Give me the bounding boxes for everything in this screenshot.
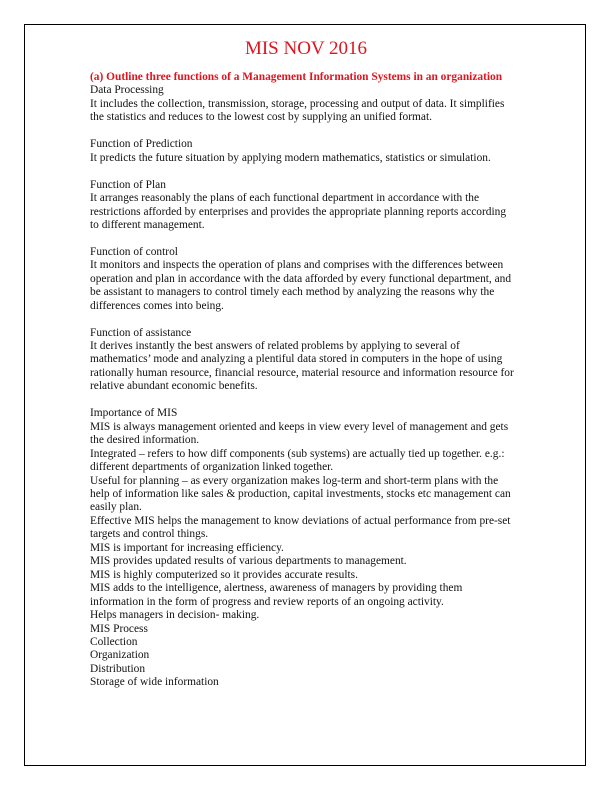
section-heading: Function of control [90,245,178,258]
paragraph-line: rationally human resource, financial resource, material resource and information resource for [90,366,514,379]
spacer [90,125,550,138]
paragraph-line: It derives instantly the best answers of related problems by applying to several of [90,340,460,352]
spacer [90,232,550,245]
paragraph-line: relative abundant economic benefits. [90,380,258,393]
paragraph-line: Effective MIS helps the management to know deviations of actual performance from pre-set [90,514,511,527]
paragraph-line: the desired information. [90,434,200,447]
section-data-processing [90,84,550,124]
paragraph-line: information in the form of progress and review reports of an ongoing activity. [90,595,444,608]
paragraph-line: to different management. [90,218,205,231]
paragraph-line: It predicts the future situation by applying modern mathematics, statistics or simulation. [90,151,491,164]
process-step: Storage of wide information [90,676,219,689]
paragraph-line: MIS provides updated results of various departments to management. [90,555,407,568]
paragraph-line: targets and control things. [90,528,209,541]
paragraph-line: Integrated – refers to how diff components (sub systems) are actually tied up together. e.g.: [90,447,505,460]
section-control [90,246,550,313]
section-heading: Function of Plan [90,178,166,191]
paragraph-line: restrictions afforded by enterprises and provides the appropriate planning reports according [90,205,507,218]
paragraph-line: different departments of organization linked together. [90,461,334,474]
paragraph-line: the statistics and reduces to the lowest cost by supplying an unified format. [90,111,432,124]
paragraph-line: easily plan. [90,501,142,514]
document-body [90,71,550,690]
paragraph-line: operation and plan in accordance with the data afforded by every functional department, and [90,272,512,285]
paragraph-line: differences comes into being. [90,299,224,312]
paragraph-line: It includes the collection, transmission, storage, processing and output of data. It simplifies [90,97,505,110]
paragraph-line: Helps managers in decision- making. [90,609,260,622]
paragraph-line: MIS is important for increasing efficiency. [90,541,284,554]
paragraph-line: Useful for planning – as every organization makes log-term and short-term plans with the [90,474,499,487]
question-heading: (a) Outline three functions of a Management Information Systems in an organization [90,71,503,83]
paragraph-line: mathematics’ mode and analyzing a plentiful data stored in computers in the hope of using [90,353,503,366]
paragraph-line: MIS adds to the intelligence, alertness, awareness of managers by providing them [90,582,463,595]
paragraph-line: MIS is always management oriented and keeps in view every level of management and gets [90,420,509,433]
process-step: Distribution [90,662,146,675]
section-heading: Data Processing [90,84,164,97]
section-assistance [90,327,550,394]
section-heading: Function of assistance [90,326,192,339]
spacer [90,313,550,326]
mis-process-heading: MIS Process [90,622,148,635]
paragraph-line: It monitors and inspects the operation of plans and comprises with the differences between [90,259,504,272]
paragraph-line: It arranges reasonably the plans of each functional department in accordance with the [90,192,480,205]
section-plan [90,179,550,233]
paragraph-line: help of information like sales & production, capital investments, stocks etc management can [90,487,511,500]
section-importance [90,407,550,690]
document-title: MIS NOV 2016 [244,38,368,59]
paragraph-line: be assistant to managers to control timely each method by analyzing the reasons why the [90,286,495,299]
process-step: Collection [90,635,138,648]
spacer [90,394,550,407]
paragraph-line: MIS is highly computerized so it provides accurate results. [90,568,358,581]
section-prediction [90,138,550,165]
process-step: Organization [90,649,150,662]
spacer [90,165,550,178]
section-heading: Importance of MIS [90,407,178,420]
section-heading: Function of Prediction [90,138,193,151]
